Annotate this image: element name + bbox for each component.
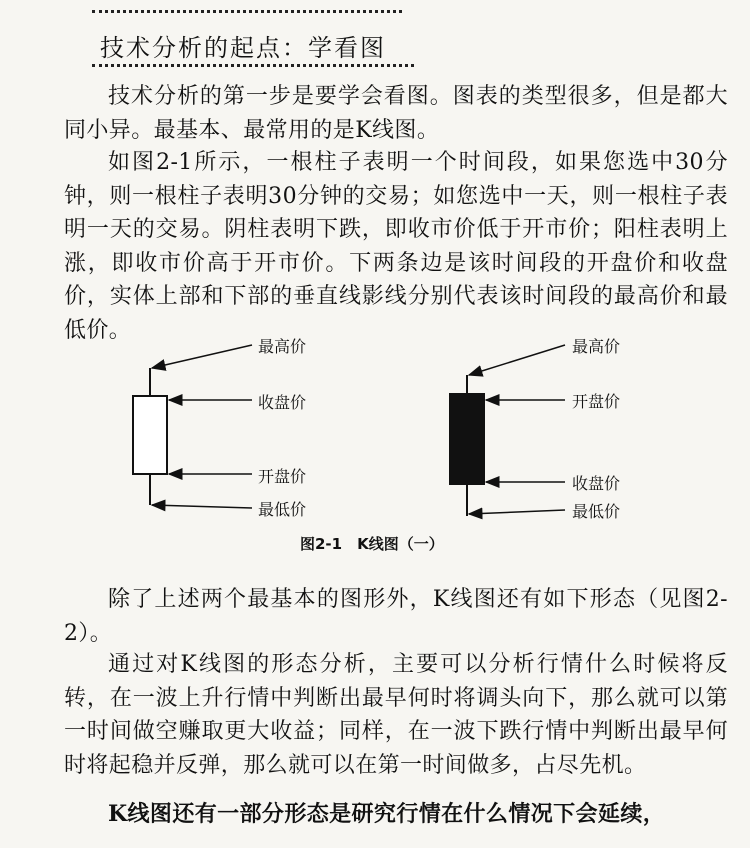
left-candle-body (133, 396, 167, 474)
arrow-left-low (152, 505, 252, 508)
paragraph-pattern-analysis: 通过对K线图的形态分析，主要可以分析行情什么时候将反转，在一波上升行情中判断出最早何时将调头向下，那么就可以第一时间做空赚取更大收益；同样，在一波下跌行情中判断出最早何时将起稳并反弹，那么就可以在第一时间做多，占尽先机。 (64, 652, 728, 778)
paragraph-continuation: K线图还有一部分形态是研究行情在什么情况下会延续， (108, 801, 666, 827)
arrow-right-low (469, 510, 565, 514)
label-left-close: 收盘价 (258, 393, 307, 412)
paragraph-other-forms: 除了上述两个最基本的图形外，K线图还有如下形态（见图2-2）。 (64, 587, 728, 646)
paragraph-kline-explanation: 如图2-1所示，一根柱子表明一个时间段，如果您选中30分钟，则一根柱子表明30分钟的交易；如您选中一天，则一根柱子表明一天的交易。阴柱表明下跌，即收市价低于开市价；阳柱表明上涨，即收市价高于开市价。下两条边是该时间段的开盘价和收盘价，实体上部和下部的垂直线影线分别代表该时间段的最高价和最低价。 (64, 150, 728, 343)
section-title: 技术分析的起点：学看图 (100, 34, 386, 62)
label-right-open: 开盘价 (572, 392, 621, 411)
label-left-low: 最低价 (258, 500, 307, 519)
kline-figure (0, 320, 750, 570)
label-left-high: 最高价 (258, 337, 307, 356)
arrow-right-high (469, 345, 565, 375)
arrow-left-high (152, 345, 252, 368)
right-candle-body (450, 394, 484, 484)
label-left-open: 开盘价 (258, 467, 307, 486)
label-right-low: 最低价 (572, 502, 621, 521)
title-dotted-rule (92, 64, 414, 67)
label-right-close: 收盘价 (572, 474, 621, 493)
label-right-high: 最高价 (572, 337, 621, 356)
figure-caption: 图2-1 K线图（一） (300, 535, 444, 553)
top-dotted-rule (92, 10, 402, 13)
paragraph-intro: 技术分析的第一步是要学会看图。图表的类型很多，但是都大同小异。最基本、最常用的是K线图。 (64, 84, 728, 143)
